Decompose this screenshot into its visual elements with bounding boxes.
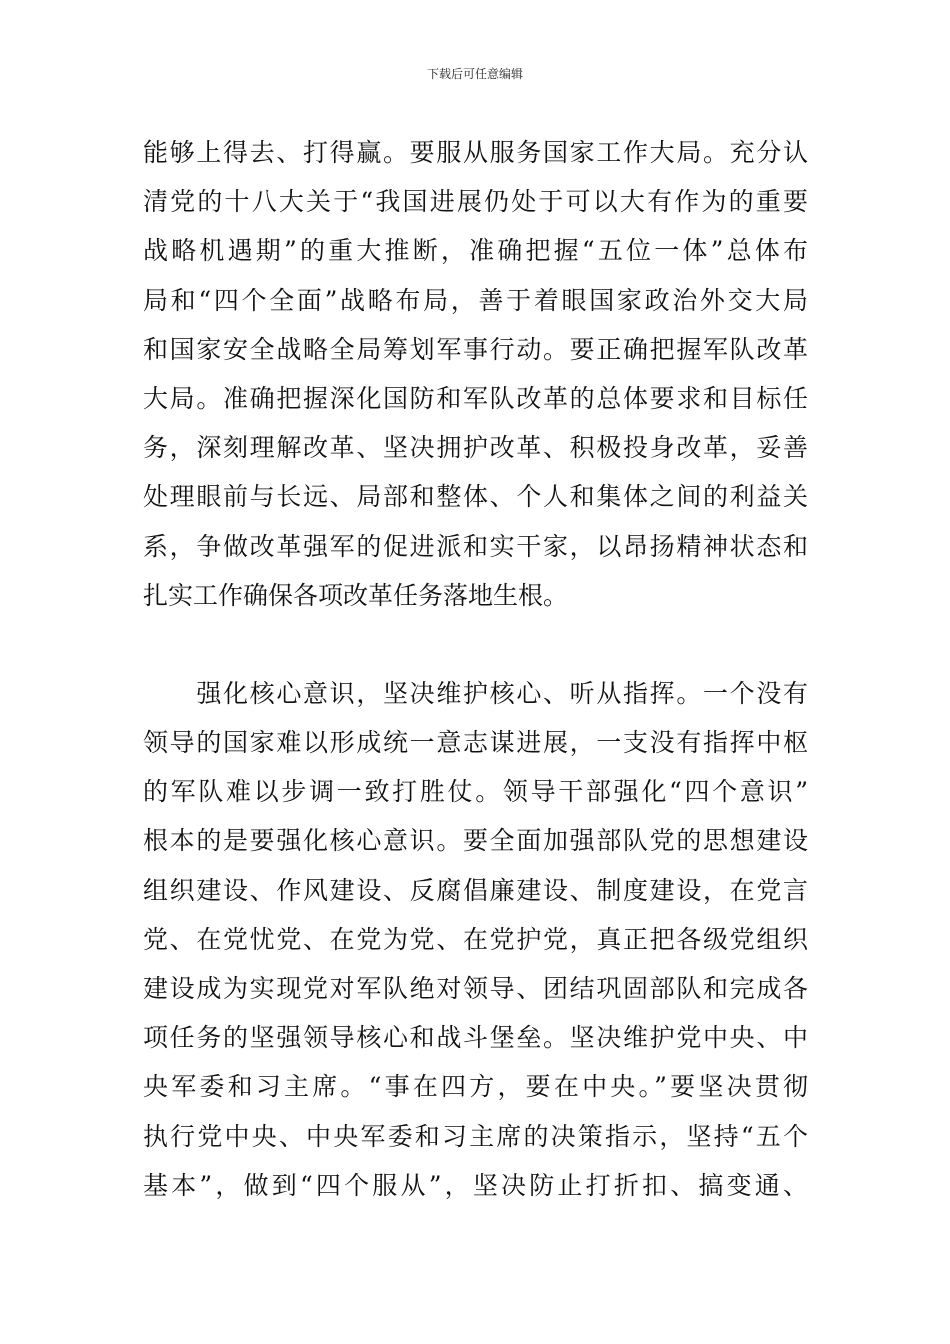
text-line: 系，争做改革强军的促进派和实干家，以昂扬精神状态和	[143, 531, 808, 561]
text-line: 战略机遇期”的重大推断，准确把握“五位一体”总体布	[143, 236, 808, 266]
text-line: 清党的十八大关于“我国进展仍处于可以大有作为的重要	[143, 187, 808, 217]
text-line: 大局。准确把握深化国防和军队改革的总体要求和目标任	[143, 383, 808, 413]
text-line: 央军委和习主席。“事在四方，要在中央。”要坚决贯彻	[143, 1072, 808, 1102]
text-line: 扎实工作确保各项改革任务落地生根。	[143, 580, 569, 610]
text-line: 党、在党忧党、在党为党、在党护党，真正把各级党组织	[143, 924, 808, 954]
text-line: 局和“四个全面”战略布局，善于着眼国家政治外交大局	[143, 285, 808, 315]
text-line: 强化核心意识，坚决维护核心、听从指挥。一个没有	[143, 678, 808, 708]
text-line: 领导的国家难以形成统一意志谋进展，一支没有指挥中枢	[143, 728, 808, 758]
page-header-note: 下载后可任意编辑	[426, 67, 523, 81]
text-line: 组织建设、作风建设、反腐倡廉建设、制度建设，在党言	[143, 875, 808, 905]
text-line: 和国家安全战略全局筹划军事行动。要正确把握军队改革	[143, 334, 808, 364]
paragraph-2	[143, 669, 808, 1210]
paragraph-1	[143, 128, 808, 620]
document-body	[143, 128, 808, 1210]
text-line: 建设成为实现党对军队绝对领导、团结巩固部队和完成各	[143, 974, 808, 1003]
text-line: 执行党中央、中央军委和习主席的决策指示，坚持“五个	[143, 1121, 808, 1151]
text-line: 根本的是要强化核心意识。要全面加强部队党的思想建设	[143, 826, 808, 856]
text-line: 的军队难以步调一致打胜仗。领导干部强化“四个意识”	[143, 777, 808, 807]
text-line: 能够上得去、打得赢。要服从服务国家工作大局。充分认	[143, 138, 808, 167]
text-line: 基本”，做到“四个服从”，坚决防止打折扣、搞变通、	[143, 1170, 808, 1200]
text-line: 项任务的坚强领导核心和战斗堡垒。坚决维护党中央、中	[143, 1023, 808, 1053]
text-line: 务，深刻理解改革、坚决拥护改革、积极投身改革，妥善	[143, 433, 808, 463]
text-line: 处理眼前与长远、局部和整体、个人和集体之间的利益关	[143, 482, 808, 512]
paragraph-spacer	[143, 620, 808, 669]
